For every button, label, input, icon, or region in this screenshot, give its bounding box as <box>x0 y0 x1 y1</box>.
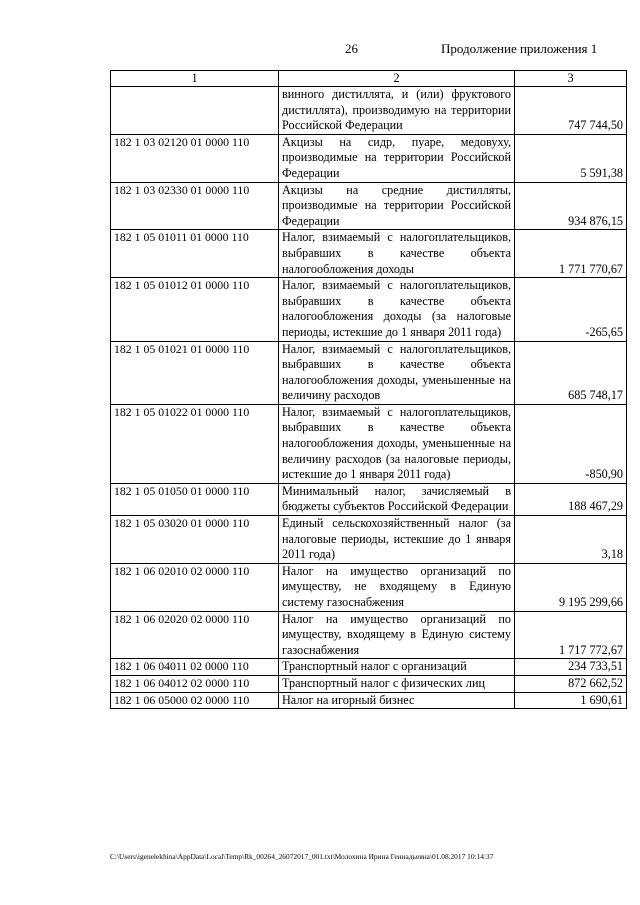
row-code <box>111 87 279 135</box>
row-code: 182 1 06 02010 02 0000 110 <box>111 563 279 611</box>
row-amount: 1 771 770,67 <box>515 230 627 278</box>
row-description: Акцизы на сидр, пуаре, медовуху, производимые на территории Российской Федерации <box>279 134 515 182</box>
page-number: 26 <box>345 41 358 56</box>
column-header-1: 1 <box>111 71 279 87</box>
row-amount: 188 467,29 <box>515 483 627 515</box>
row-code: 182 1 06 02020 02 0000 110 <box>111 611 279 659</box>
row-description: Налог, взимаемый с налогоплательщиков, выбравших в качестве объекта налогообложения доходы (за налоговые периоды, истекшие до 1 января 2011 года) <box>279 278 515 341</box>
row-code: 182 1 05 01050 01 0000 110 <box>111 483 279 515</box>
row-description: Акцизы на средние дистилляты, производимые на территории Российской Федерации <box>279 182 515 230</box>
table-row <box>111 563 627 611</box>
table-row <box>111 87 627 135</box>
row-description: винного дистиллята, и (или) фруктового дистиллята), производимую на территории Российской Федерации <box>279 87 515 135</box>
row-amount: 685 748,17 <box>515 341 627 404</box>
row-code: 182 1 06 04012 02 0000 110 <box>111 675 279 692</box>
column-header-2: 2 <box>279 71 515 87</box>
column-header-3: 3 <box>515 71 627 87</box>
row-amount: 1 690,61 <box>515 692 627 709</box>
row-description: Налог, взимаемый с налогоплательщиков, выбравших в качестве объекта налогообложения доходы <box>279 230 515 278</box>
row-description: Транспортный налог с организаций <box>279 659 515 676</box>
row-code: 182 1 05 01021 01 0000 110 <box>111 341 279 404</box>
footer-file-path: C:\Users\igenelekhina\AppData\Local\Temp\Rk_00264_26072017_001.txt\Молохина Ирина Геннадьевна\01.08.2017 10:14:37 <box>110 852 494 861</box>
row-amount: 9 195 299,66 <box>515 563 627 611</box>
table-row <box>111 675 627 692</box>
table-row <box>111 230 627 278</box>
row-description: Транспортный налог с физических лиц <box>279 675 515 692</box>
table-row <box>111 134 627 182</box>
table-row <box>111 278 627 341</box>
row-description: Минимальный налог, зачисляемый в бюджеты субъектов Российской Федерации <box>279 483 515 515</box>
table-row <box>111 404 627 483</box>
table-row <box>111 516 627 564</box>
table-row <box>111 659 627 676</box>
row-description: Налог на имущество организаций по имуществу, не входящему в Единую систему газоснабжения <box>279 563 515 611</box>
row-description: Единый сельскохозяйственный налог (за налоговые периоды, истекшие до 1 января 2011 года) <box>279 516 515 564</box>
row-amount: 3,18 <box>515 516 627 564</box>
table-row <box>111 182 627 230</box>
row-amount: 872 662,52 <box>515 675 627 692</box>
row-amount: 1 717 772,67 <box>515 611 627 659</box>
row-amount: -265,65 <box>515 278 627 341</box>
table-header-row <box>111 71 627 87</box>
row-description: Налог на имущество организаций по имуществу, входящему в Единую систему газоснабжения <box>279 611 515 659</box>
table-row <box>111 692 627 709</box>
row-code: 182 1 05 01011 01 0000 110 <box>111 230 279 278</box>
row-amount: -850,90 <box>515 404 627 483</box>
row-amount: 234 733,51 <box>515 659 627 676</box>
row-description: Налог на игорный бизнес <box>279 692 515 709</box>
table-row <box>111 611 627 659</box>
row-code: 182 1 03 02120 01 0000 110 <box>111 134 279 182</box>
revenue-table <box>110 70 627 709</box>
row-amount: 934 876,15 <box>515 182 627 230</box>
table-row <box>111 483 627 515</box>
row-code: 182 1 03 02330 01 0000 110 <box>111 182 279 230</box>
row-amount: 747 744,50 <box>515 87 627 135</box>
row-code: 182 1 05 03020 01 0000 110 <box>111 516 279 564</box>
table-row <box>111 341 627 404</box>
row-code: 182 1 05 01012 01 0000 110 <box>111 278 279 341</box>
row-code: 182 1 06 05000 02 0000 110 <box>111 692 279 709</box>
row-description: Налог, взимаемый с налогоплательщиков, выбравших в качестве объекта налогообложения доходы, уменьшенные на величину расходов (за налоговые периоды, истекшие до 1 января 2011 года) <box>279 404 515 483</box>
row-amount: 5 591,38 <box>515 134 627 182</box>
continuation-label: Продолжение приложения 1 <box>441 41 598 56</box>
row-code: 182 1 05 01022 01 0000 110 <box>111 404 279 483</box>
row-description: Налог, взимаемый с налогоплательщиков, выбравших в качестве объекта налогообложения доходы, уменьшенные на величину расходов <box>279 341 515 404</box>
row-code: 182 1 06 04011 02 0000 110 <box>111 659 279 676</box>
